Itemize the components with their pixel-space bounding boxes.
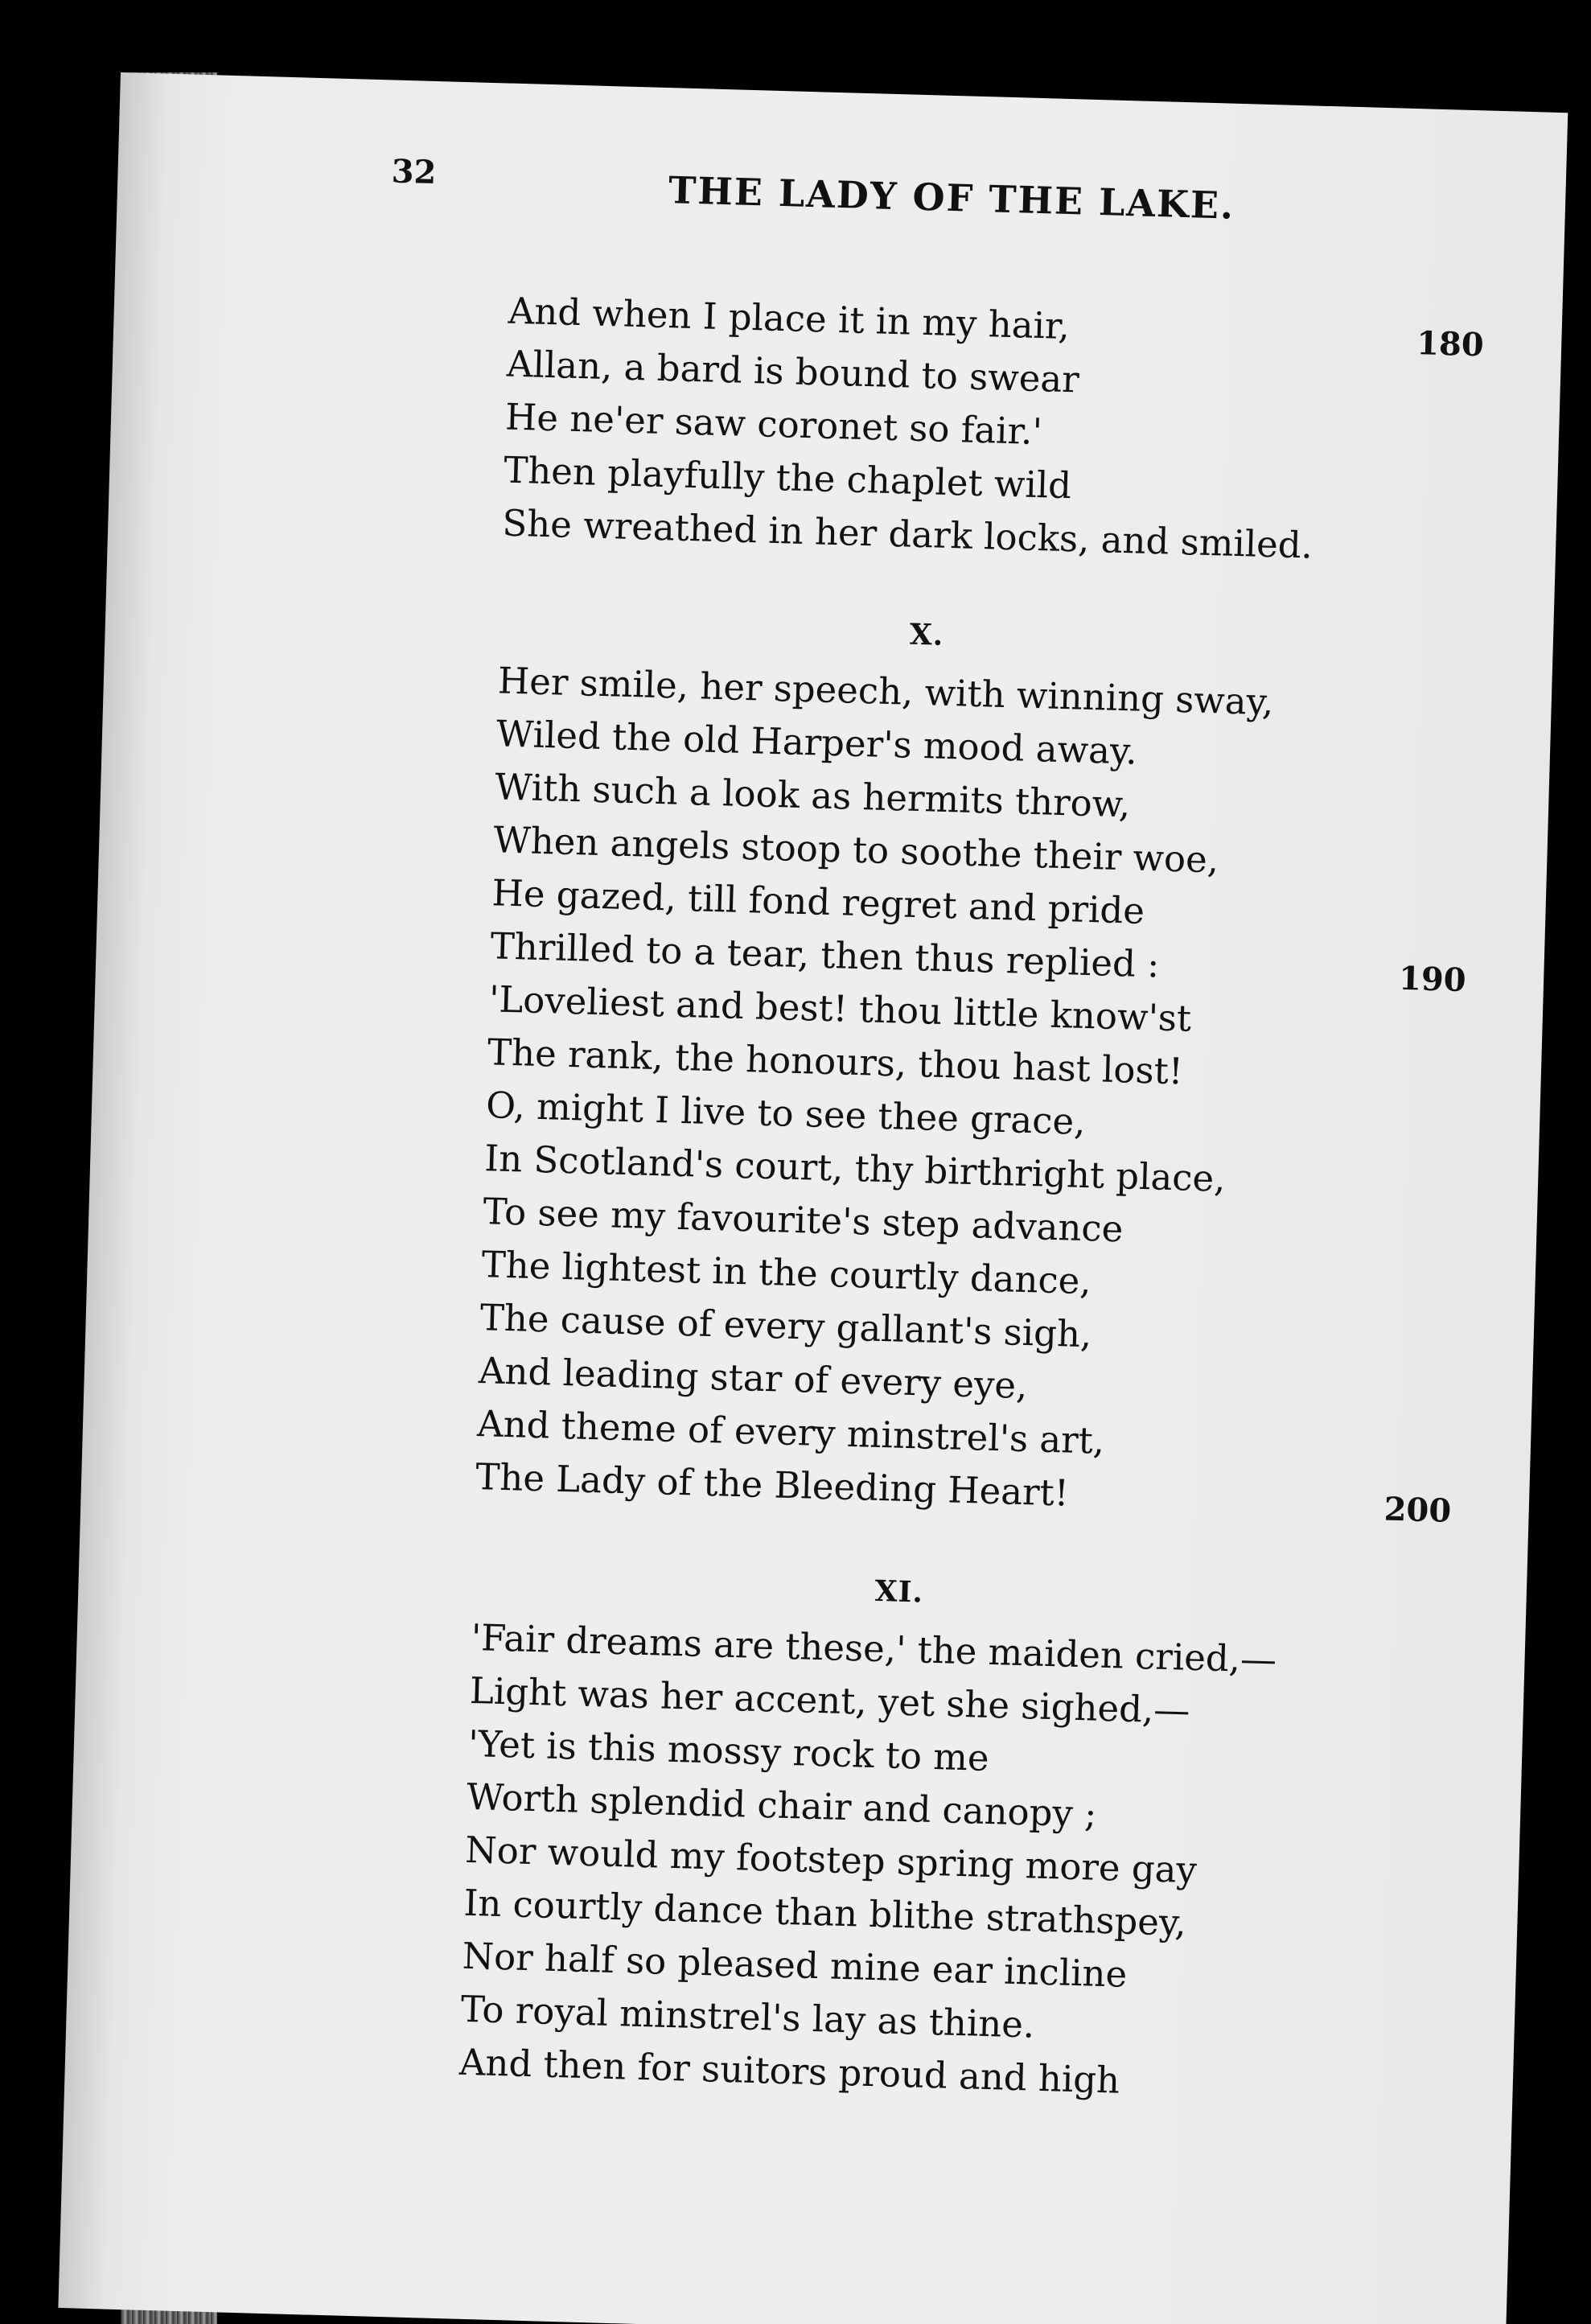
- verse-line: O, might I live to see thee grace,: [485, 1084, 1087, 1143]
- verse-line: The cause of every gallant's sigh,: [479, 1296, 1093, 1356]
- verse-line: Light was her accent, yet she sighed,—: [469, 1668, 1191, 1732]
- verse-line: Then playfully the chaplet wild: [503, 448, 1072, 508]
- line-number: 190: [1398, 959, 1467, 1000]
- verse-line: To royal minstrel's lay as thine.: [460, 1987, 1035, 2046]
- verse-line: When angels stoop to soothe their woe,: [492, 818, 1219, 882]
- verse-line: The Lady of the Bleeding Heart!: [475, 1455, 1070, 1515]
- verse-line: He gazed, till fond regret and pride: [491, 871, 1145, 932]
- verse-line: Worth splendid chair and canopy ;: [466, 1775, 1098, 1836]
- verse-line: She wreathed in her dark locks, and smiled.: [501, 501, 1314, 567]
- page-number: 32: [391, 152, 438, 191]
- verse-line: Nor half so pleased mine ear incline: [462, 1934, 1128, 1996]
- verse-line: Her smile, her speech, with winning sway,: [497, 659, 1275, 724]
- verse-line: The rank, the honours, thou hast lost!: [487, 1030, 1184, 1093]
- verse-line: And when I place it in my hair,: [508, 289, 1071, 348]
- verse-line: In courtly dance than blithe strathspey,: [462, 1881, 1187, 1944]
- verse-line: 'Fair dreams are these,' the maiden cried,—: [471, 1615, 1277, 1681]
- verse-line: With such a look as hermits throw,: [494, 765, 1131, 826]
- verse-line: 'Yet is this mossy rock to me: [467, 1721, 990, 1779]
- verse-line: He ne'er saw coronet so fair.': [504, 395, 1043, 454]
- stanza-heading: XI.: [874, 1573, 924, 1610]
- verse-line: The lightest in the courtly dance,: [481, 1243, 1092, 1303]
- verse-line: In Scotland's court, thy birthright place,: [483, 1137, 1227, 1200]
- verse-line: And theme of every minstrel's art,: [476, 1402, 1105, 1462]
- verse-line: Nor would my footstep spring more gay: [464, 1828, 1198, 1892]
- verse-line: Wiled the old Harper's mood away.: [495, 712, 1138, 773]
- verse-line: Thrilled to a tear, then thus replied :: [490, 924, 1161, 986]
- line-number: 180: [1416, 324, 1485, 364]
- verse-line: And then for suitors proud and high: [458, 2040, 1120, 2102]
- page-sheet: [58, 72, 1568, 2324]
- verse-line: To see my favourite's step advance: [482, 1190, 1124, 1251]
- verse-line: Allan, a bard is bound to swear: [506, 342, 1080, 401]
- stanza-heading: X.: [909, 617, 944, 652]
- verse-line: And leading star of every eye,: [478, 1349, 1029, 1408]
- running-title: THE LADY OF THE LAKE.: [668, 168, 1235, 228]
- verse-line: 'Loveliest and best! thou little know'st: [488, 977, 1192, 1040]
- line-number: 200: [1383, 1490, 1452, 1530]
